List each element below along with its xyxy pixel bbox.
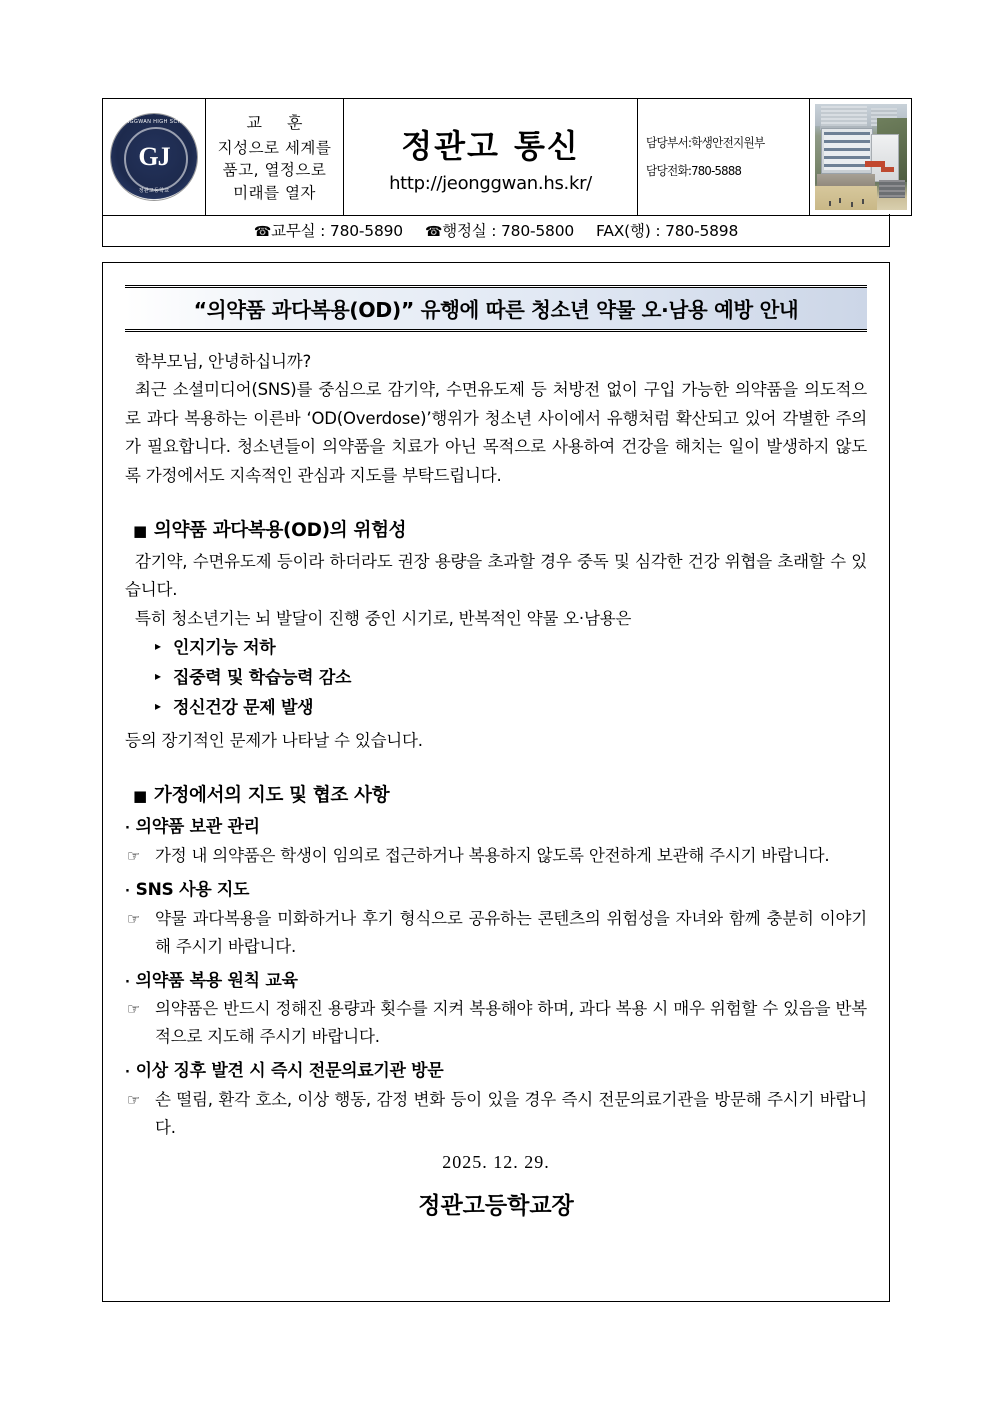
risk-item-text: 인지기능 저하 <box>173 638 276 658</box>
motto-label: 교 훈 <box>246 112 313 132</box>
guidance-item-note <box>125 905 867 961</box>
seal-monogram: GJ <box>138 142 170 171</box>
masthead-table <box>102 98 912 216</box>
department-name: 담당부서:학생안전지원부 <box>646 135 765 151</box>
list-item <box>125 697 867 720</box>
school-seal-icon <box>111 114 197 200</box>
dot-marker-icon: · <box>125 1065 130 1081</box>
notice-banner-wrap <box>125 285 867 332</box>
pointing-hand-icon: ☞ <box>127 846 141 865</box>
list-item <box>125 637 867 660</box>
newsletter-title-part2: 통신 <box>513 126 580 165</box>
dot-marker-icon: · <box>125 974 130 990</box>
teachers-office-text: 교무실 : 780-5890 <box>271 222 403 240</box>
signature-principal: 정관고등학교장 <box>418 1193 574 1220</box>
pointing-hand-icon: ☞ <box>127 909 141 928</box>
section-1-heading-text: 의약품 과다복용(OD)의 위험성 <box>153 519 407 541</box>
telephone-icon: ☎ <box>253 224 272 240</box>
newsletter-title <box>344 121 637 167</box>
guidance-item-note-text: 손 떨림, 환각 호소, 이상 행동, 감정 변화 등이 있을 경우 즉시 전문의료기관을 방문해 주시기 바랍니다. <box>155 1089 867 1138</box>
intro-paragraph: 최근 소셜미디어(SNS)를 중심으로 감기약, 수면유도제 등 처방전 없이 구입 가능한 의약품을 의도적으로 과다 복용하는 이른바 ‘OD(Overdose)’행위가 청소년 사이에서 유행처럼 확산되고 있어 각별한 주의가 필요합니다. 청소년들이 의약품을 치료가 아닌 목적으로 사용하여 건강을 해치는 일이 발생하지 않도록 가정에서도 지속적인 관심과 지도를 부탁드립니다. <box>125 380 867 485</box>
school-motto-cell <box>206 99 344 216</box>
motto-line-1: 지성으로 세계를 <box>217 138 332 157</box>
greeting-text: 학부모님, 안녕하십니까? <box>135 352 312 371</box>
guidance-item-title-text: SNS 사용 지도 <box>135 879 250 900</box>
guidance-item-note-text: 가정 내 의약품은 학생이 임의로 접근하거나 복용하지 않도록 안전하게 보관해 주시기 바랍니다. <box>155 845 830 865</box>
guidance-item-title-text: 의약품 보관 관리 <box>135 817 260 838</box>
department-phone: 담당전화:780-5888 <box>646 163 742 178</box>
school-photo-cell <box>810 99 912 216</box>
black-square-icon-2: ■ <box>133 787 147 806</box>
notice-title: “의약품 과다복용(OD)” 유행에 따른 청소년 약물 오·남용 예방 안내 <box>125 288 867 329</box>
guidance-item-title <box>125 1059 867 1084</box>
guidance-item-title <box>125 969 867 994</box>
notice-body <box>102 262 890 1302</box>
telephone-icon-2: ☎ <box>424 224 443 240</box>
motto-line-3: 미래를 열자 <box>233 183 316 202</box>
contact-bar <box>102 214 890 247</box>
section-1-heading <box>133 516 867 542</box>
masthead-title-cell <box>344 99 638 216</box>
fax-contact: FAX(행) : 780-5898 <box>596 222 739 240</box>
department-info-cell <box>638 99 810 216</box>
guidance-item-note <box>125 995 867 1051</box>
triangle-bullet-icon: ▸ <box>155 668 161 683</box>
section-1-closing: 등의 장기적인 문제가 나타날 수 있습니다. <box>125 730 423 750</box>
issue-date: 2025. 12. 29. <box>442 1152 550 1173</box>
school-website-url[interactable]: http://jeonggwan.hs.kr/ <box>389 172 592 194</box>
black-square-icon: ■ <box>133 521 147 540</box>
dot-marker-icon: · <box>125 821 130 837</box>
seal-top-text: JEONGGWAN HIGH SCHOOL <box>114 119 194 125</box>
triangle-bullet-icon: ▸ <box>155 698 161 713</box>
section-1-paragraph-2: 특히 청소년기는 뇌 발달이 진행 중인 시기로, 반복적인 약물 오·남용은 <box>135 608 632 628</box>
risk-item-text: 정신건강 문제 발생 <box>173 697 314 718</box>
pointing-hand-icon: ☞ <box>127 1090 141 1109</box>
admin-office-contact <box>425 219 574 241</box>
section-2-heading <box>133 781 867 807</box>
teachers-office-contact <box>254 219 403 241</box>
guidance-item-title <box>125 815 867 840</box>
masthead-row <box>103 99 912 216</box>
section-2-heading-text: 가정에서의 지도 및 협조 사항 <box>153 785 390 807</box>
triangle-bullet-icon: ▸ <box>155 639 161 653</box>
guidance-item-note <box>125 1086 867 1142</box>
guidance-item-note-text: 의약품은 반드시 정해진 용량과 횟수를 지켜 복용해야 하며, 과다 복용 시 매우 위험할 수 있음을 반복적으로 지도해 주시기 바랍니다. <box>155 999 867 1047</box>
school-logo-cell <box>103 99 206 216</box>
guidance-item-title-text: 의약품 복용 원칙 교육 <box>135 970 298 991</box>
newsletter-title-part1: 정관고 <box>401 126 500 165</box>
motto-line-2: 품고, 열정으로 <box>222 161 327 180</box>
school-building-photo <box>815 104 907 210</box>
pointing-hand-icon: ☞ <box>127 1000 141 1019</box>
risk-list <box>125 637 867 720</box>
admin-office-text: 행정실 : 780-5800 <box>442 222 575 240</box>
risk-item-text: 집중력 및 학습능력 감소 <box>173 667 352 688</box>
guidance-item-title-text: 이상 징후 발견 시 즉시 전문의료기관 방문 <box>135 1061 444 1082</box>
guidance-item-note-text: 약물 과다복용을 미화하거나 후기 형식으로 공유하는 콘텐츠의 위험성을 자녀와 함께 충분히 이야기해 주시기 바랍니다. <box>155 908 867 956</box>
guidance-item-note <box>125 842 867 870</box>
seal-bottom-text: 정관고등학교 <box>138 188 170 194</box>
list-item <box>125 667 867 690</box>
dot-marker-icon: · <box>125 883 130 899</box>
guidance-item-title <box>125 878 867 903</box>
section-1-paragraph-1: 감기약, 수면유도제 등이라 하더라도 권장 용량을 초과할 경우 중독 및 심각한 건강 위협을 초래할 수 있습니다. <box>125 551 867 600</box>
